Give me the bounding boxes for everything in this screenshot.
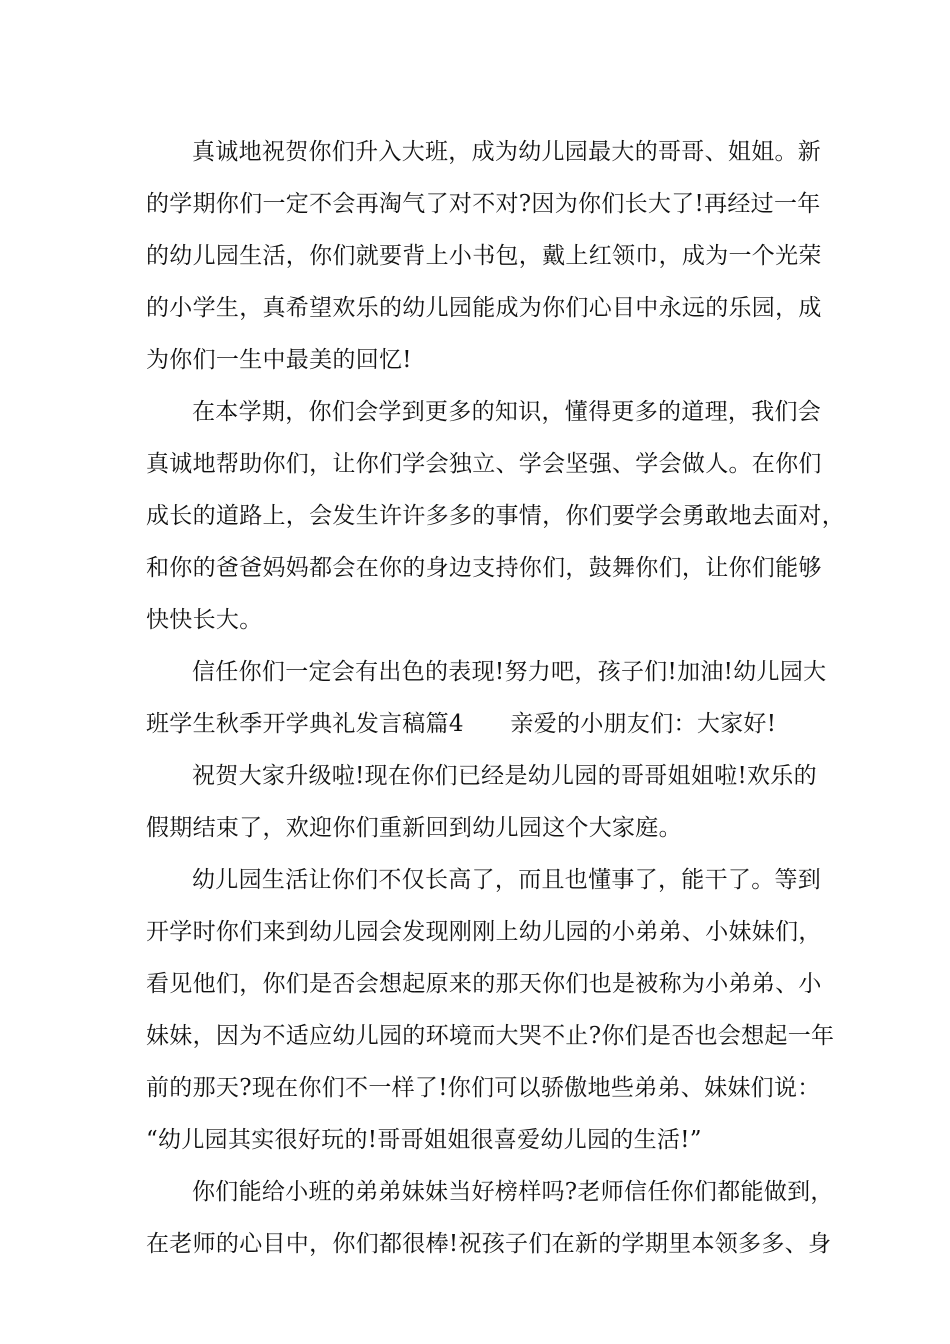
text-line: 为你们一生中最美的回忆! [146, 347, 412, 373]
text-line: 真诚地帮助你们，让你们学会独立、学会坚强、学会做人。在你们 [146, 451, 822, 477]
text-line: 妹妹，因为不适应幼儿园的环境而大哭不止?你们是否也会想起一年 [146, 1023, 835, 1049]
text-line: 你们能给小班的弟弟妹妹当好榜样吗?老师信任你们都能做到， [192, 1179, 834, 1205]
text-line: 祝贺大家升级啦!现在你们已经是幼儿园的哥哥姐姐啦!欢乐的 [192, 763, 817, 789]
text-line: 前的那天?现在你们不一样了!你们可以骄傲地些弟弟、妹妹们说： [146, 1075, 821, 1101]
text-line: 看见他们，你们是否会想起原来的那天你们也是被称为小弟弟、小 [146, 971, 822, 997]
text-line: 假期结束了，欢迎你们重新回到幼儿园这个大家庭。 [146, 815, 682, 841]
text-line: 班学生秋季开学典礼发言稿篇4 亲爱的小朋友们：大家好! [146, 711, 777, 737]
text-line: 的小学生，真希望欢乐的幼儿园能成为你们心目中永远的乐园，成 [146, 295, 822, 321]
text-line: 的学期你们一定不会再淘气了对不对?因为你们长大了!再经过一年 [146, 191, 821, 217]
text-line: 真诚地祝贺你们升入大班，成为幼儿园最大的哥哥、姐姐。新 [192, 139, 822, 165]
text-line: 幼儿园生活让你们不仅长高了，而且也懂事了，能干了。等到 [192, 867, 822, 893]
text-line: “幼儿园其实很好玩的!哥哥姐姐很喜爱幼儿园的生活!” [146, 1127, 702, 1153]
text-line: 快快长大。 [146, 607, 263, 633]
text-line: 和你的爸爸妈妈都会在你的身边支持你们，鼓舞你们，让你们能够 [146, 555, 822, 581]
document-body [146, 126, 845, 1270]
text-line: 开学时你们来到幼儿园会发现刚刚上幼儿园的小弟弟、小妹妹们， [146, 919, 822, 945]
text-line: 成长的道路上，会发生许许多多的事情，你们要学会勇敢地去面对， [146, 503, 845, 529]
text-line: 信任你们一定会有出色的表现!努力吧，孩子们!加油!幼儿园大 [192, 659, 827, 685]
text-line: 的幼儿园生活，你们就要背上小书包，戴上红领巾，成为一个光荣 [146, 243, 822, 269]
text-line: 在本学期，你们会学到更多的知识，懂得更多的道理，我们会 [192, 399, 822, 425]
text-line: 在老师的心目中，你们都很棒!祝孩子们在新的学期里本领多多、身 [146, 1231, 832, 1257]
